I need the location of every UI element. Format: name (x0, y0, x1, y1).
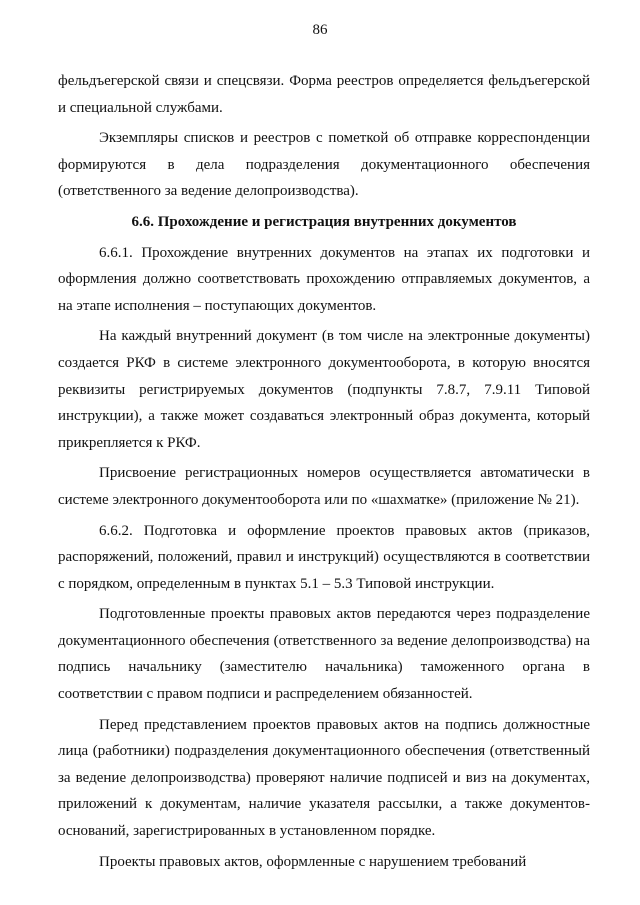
paragraph-violations: Проекты правовых актов, оформленные с нарушением требований (99, 853, 527, 870)
paragraph-internal-document-rkf: На каждый внутренний документ (в том числе на электронные документы) создается РКФ в системе электронного документооборота, в которую вносятся реквизиты регистрируемых документов (подпункты 7.8.7, 7.9.11 Типовой инструкции), а также может создаваться электронный образ документа, который прикрепляется к РКФ. (58, 328, 590, 451)
section-heading: 6.6. Прохождение и регистрация внутренних документов (131, 213, 517, 230)
document-body (58, 68, 590, 879)
paragraph-signature-check: Перед представлением проектов правовых актов на подпись должностные лица (работники) подразделения документационного обеспечения (ответственный за ведение делопроизводства) проверяют наличие подписей и виз на документах, приложений к документам, наличие указателя рассылки, а также документов-оснований, зарегистрированных в установленном порядке. (58, 716, 590, 840)
paragraph-6-6-1: 6.6.1. Прохождение внутренних документов на этапах их подготовки и оформления должно соответствовать прохождению отправляемых документов, а на этапе исполнения – поступающих документов. (58, 244, 590, 314)
paragraph-registry-copies: Экземпляры списков и реестров с пометкой об отправке корреспонденции формируются в дела подразделения документационного обеспечения (ответственного за ведение делопроизводства). (58, 130, 590, 200)
paragraph-continuation: фельдъегерской связи и спецсвязи. Форма реестров определяется фельдъегерской и специальной службами. (58, 73, 590, 116)
paragraph-draft-transfer: Подготовленные проекты правовых актов передаются через подразделение документационного обеспечения (ответственного за ведение делопроизводства) на подпись начальнику (заместителю начальника) таможенного органа в соответствии с правом подписи и распределением обязанностей. (58, 606, 590, 703)
paragraph-registration-numbers: Присвоение регистрационных номеров осуществляется автоматически в системе электронного документооборота или по «шахматке» (приложение № 21). (58, 465, 590, 508)
page-number: 86 (312, 22, 328, 38)
paragraph-6-6-2: 6.6.2. Подготовка и оформление проектов правовых актов (приказов, распоряжений, положений, правил и инструкций) осуществляются в соответствии с порядком, определенным в пунктах 5.1 – 5.3 Типовой инструкции. (58, 522, 590, 592)
